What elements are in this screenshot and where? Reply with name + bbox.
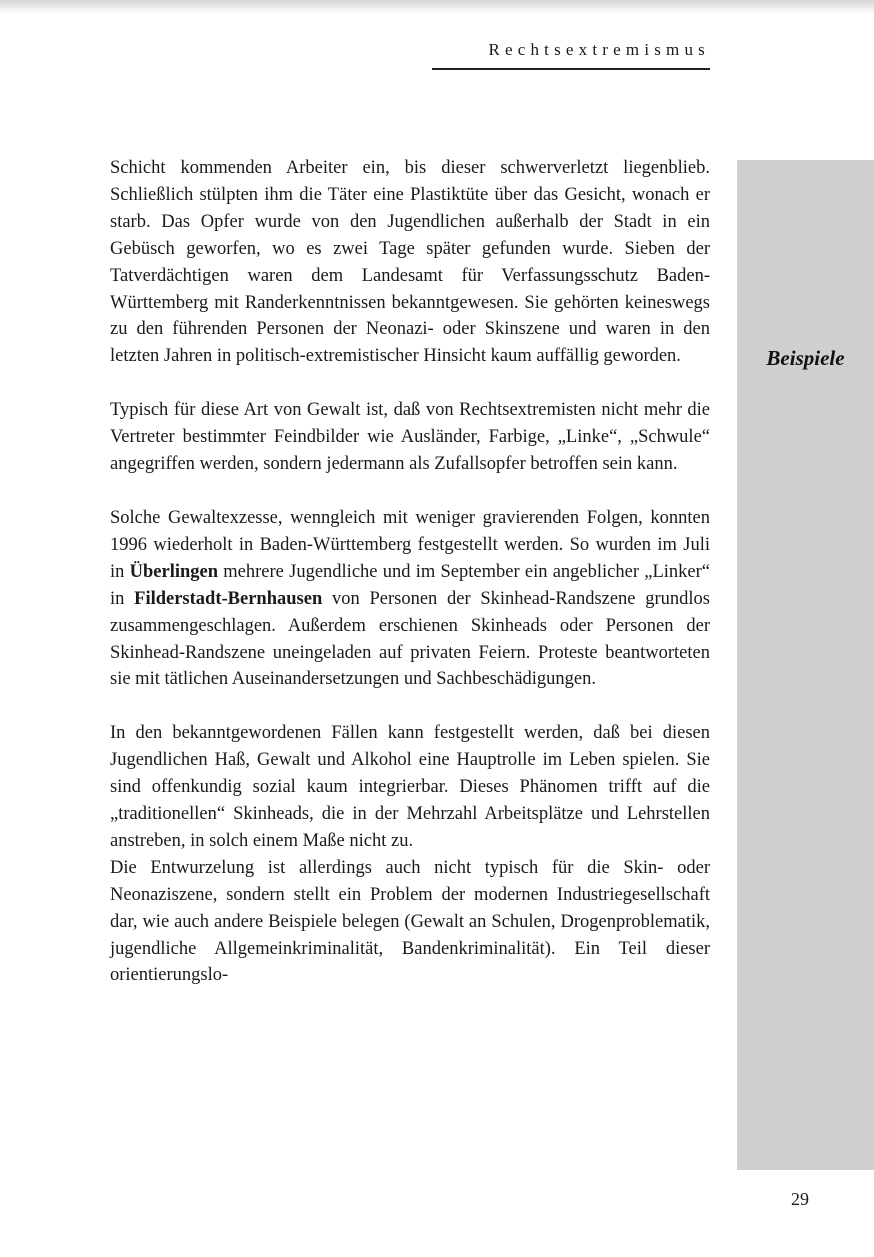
text-segment: Typisch für diese Art von Gewalt ist, daß von Rechtsextremisten nicht mehr die Vertreter bestimmter Feindbilder wie Ausländer, Farbige, „Linke“, „Schwule“ angegriffen werden, sondern jedermann als Zufallsopfer betroffen sein kann. [110,400,710,475]
text-segment: Die Entwurzelung ist allerdings auch nicht typisch für die Skin- oder Neonaziszene, sondern stellt ein Problem der modernen Industriegesellschaft dar, wie auch andere Beispiele belegen (Gewalt an Schulen, Drogenproblematik, jugendliche Allgemeinkriminalität, Bandenkriminalität). Ein Teil dieser orientierungslo- [110,857,710,986]
paragraph-3 [110,505,710,693]
paragraph-4 [110,720,710,855]
place-name-ueberlingen: Überlingen [129,561,219,582]
page-number: 29 [791,1189,809,1209]
paragraph-5 [110,855,710,990]
margin-sidebar [737,160,874,1170]
paragraph-2 [110,397,710,478]
paragraph-1 [110,155,710,370]
body-text [110,155,710,989]
running-header: Rechtsextremismus [488,40,710,59]
margin-note-beispiele: Beispiele [766,346,845,370]
text-segment: Solche Gewaltexzesse, wenngleich mit weniger gravierenden Folgen, konnten 1996 wiederholt in Baden-Württemberg festgestellt werden. So wurden im Juli in [110,507,710,582]
place-name-filderstadt-bernhausen: Filderstadt-Bernhausen [134,588,323,609]
text-segment: In den bekanntgewordenen Fällen kann festgestellt werden, daß bei diesen Jugendlichen Haß, Gewalt und Alkohol eine Hauptrolle im Leben spielen. Sie sind offenkundig sozial kaum integrierbar. Dieses Phänomen trifft auf die „traditionellen“ Skinheads, die in der Mehrzahl Arbeitsplätze und Lehrstellen anstreben, in solch einem Maße nicht zu. [110,723,710,851]
text-segment: mehrere Jugendliche und im September ein angeblicher „Linker“ in [110,561,710,609]
text-segment: Schicht kommenden Arbeiter ein, bis dieser schwerverletzt liegenblieb. Schließlich stülpten ihm die Täter eine Plastiktüte über das Gesicht, wonach er starb. Das Opfer wurde von den Jugendlichen außerhalb der Stadt in ein Gebüsch geworfen, wo es zwei Tage später gefunden wurde. Sieben der Tatverdächtigen waren dem Landesamt für Verfassungsschutz Baden-Württemberg mit Randerkenntnissen bekanntgewesen. Sie gehörten keineswegs zu den führenden Personen der Neonazi- oder Skinszene und waren in den letzten Jahren in politisch-extremistischer Hinsicht kaum auffällig geworden. [110,158,710,367]
header-rule [432,68,710,70]
scan-top-shadow [0,0,874,14]
text-segment: von Personen der Skinhead-Randszene grundlos zusammengeschlagen. Außerdem erschienen Skinheads oder Personen der Skinhead-Randszene uneingeladen auf privaten Feiern. Proteste beantworteten sie mit tätlichen Auseinandersetzungen und Sachbeschädigungen. [110,588,711,690]
